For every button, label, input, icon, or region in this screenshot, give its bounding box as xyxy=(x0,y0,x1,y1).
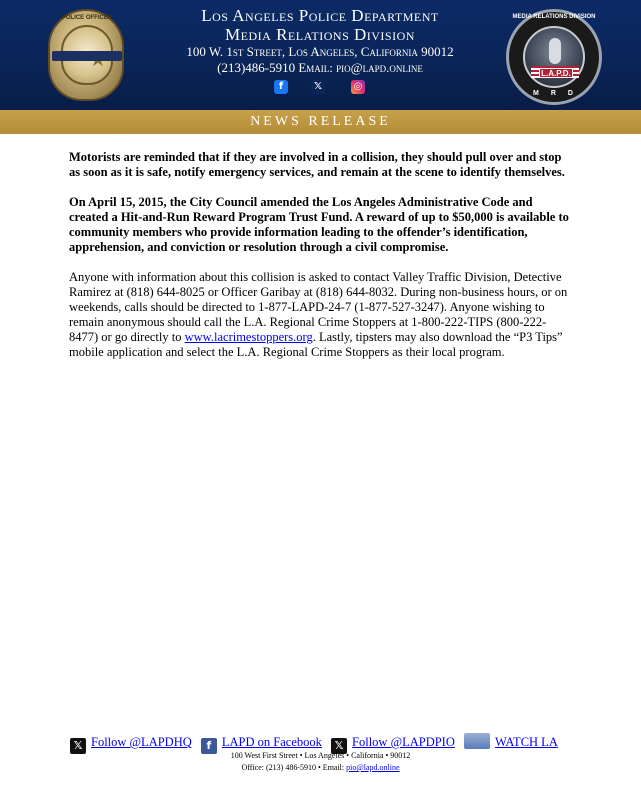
x-icon[interactable]: 𝕏 xyxy=(70,738,86,754)
footer xyxy=(0,733,641,793)
x-icon[interactable]: 𝕏 xyxy=(311,80,325,94)
crime-stoppers-link[interactable]: www.lacrimestoppers.org xyxy=(184,330,313,344)
seal-arc-text: MEDIA RELATIONS DIVISION xyxy=(512,14,596,20)
badge-banner xyxy=(52,51,122,61)
department-address: 100 W. 1st Street, Los Angeles, California 90012 xyxy=(186,44,454,59)
lapd-facebook-link[interactable]: LAPD on Facebook xyxy=(221,735,322,749)
news-release-banner: NEWS RELEASE xyxy=(0,110,641,134)
seal-letters: MRD xyxy=(533,90,585,97)
contact-text-after: . Lastly, tipsters may also download the “P3 Tips” mobile application and select the L.A. Regional Crime Stoppers as their local program. xyxy=(69,330,563,359)
footer-contact xyxy=(0,762,641,773)
x-icon[interactable]: 𝕏 xyxy=(331,738,347,754)
department-contact: (213)486-5910 Email: pio@lapd.online xyxy=(217,60,423,75)
footer-email-link[interactable]: pio@lapd.online xyxy=(346,763,400,772)
watch-la-link[interactable]: WATCH LA xyxy=(495,735,558,749)
follow-lapdhq-link[interactable]: Follow @LAPDHQ xyxy=(91,735,192,749)
media-relations-seal xyxy=(506,9,602,105)
paragraph-reward-program: On April 15, 2015, the City Council amended the Los Angeles Administrative Code and created a Hit-and-Run Reward Program Trust Fund. A reward of up to $50,000 is available to community members who provide information leading to the offender’s identification, apprehension, and conviction or resolution through a civil compromise. xyxy=(69,195,569,254)
follow-lapdpio-link[interactable]: Follow @LAPDPIO xyxy=(352,735,455,749)
seal-center xyxy=(523,26,585,88)
department-heading xyxy=(150,6,490,76)
watch-la-icon[interactable] xyxy=(464,733,490,749)
header xyxy=(0,0,641,110)
paragraph-contact-info xyxy=(69,270,575,360)
facebook-icon[interactable]: f xyxy=(274,80,288,94)
release-body xyxy=(69,150,575,375)
footer-office: Office: (213) 486-5910 • Email: xyxy=(241,763,347,772)
paragraph-motorist-reminder: Motorists are reminded that if they are involved in a collision, they should pull over and stop as soon as it is safe, notify emergency services, and remain at the scene to identify themselves. xyxy=(69,150,565,179)
department-name: Los Angeles Police Department xyxy=(201,6,439,25)
footer-social-links xyxy=(70,733,564,751)
seal-lapd-label: L.A.P.D. xyxy=(539,68,573,78)
facebook-icon[interactable]: f xyxy=(201,738,217,754)
contact-text-before: Anyone with information about this collision is asked to contact Valley Traffic Division, Detective Ramirez at (818) 644-8025 or Officer Garibay at (818) 644-8032. During non-business hours, or on weekends, calls should be directed to 1-877-LAPD-24-7 (1-877-527-3247). Anyone wishing to remain anonymous should call the L.A. Regional Crime Stoppers at 1-800-222-TIPS (800-222-8477) or go directly to xyxy=(69,270,568,344)
microphone-icon xyxy=(549,38,561,64)
footer-address: 100 West First Street • Los Angeles • California • 90012 xyxy=(230,751,411,760)
police-badge-logo xyxy=(48,9,124,101)
division-name: Media Relations Division xyxy=(225,25,415,44)
badge-text: POLICE OFFICER xyxy=(61,15,113,21)
instagram-icon[interactable]: ◎ xyxy=(351,80,365,94)
